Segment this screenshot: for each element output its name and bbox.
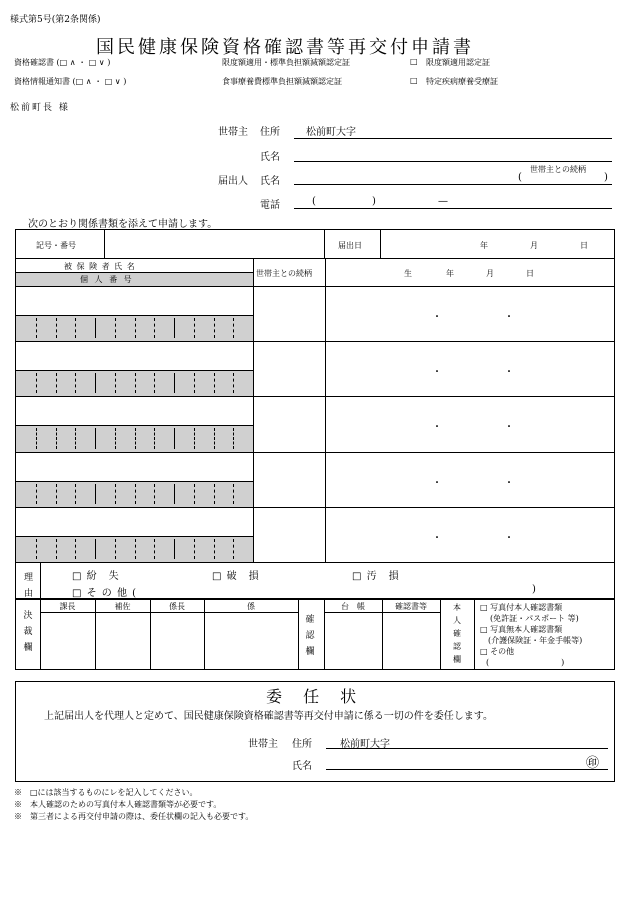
personal-number-header: 個 人 番 号 [80, 275, 134, 284]
note: ※ 本人確認のための写真付本人確認書類等が必要です。 [14, 800, 222, 809]
birthdate-input[interactable] [326, 507, 614, 562]
insured-name-input[interactable] [16, 507, 253, 536]
delegation-name-input[interactable] [326, 769, 608, 770]
relation-input[interactable] [254, 452, 325, 507]
insured-name-input[interactable] [16, 286, 253, 315]
householder-label: 世帯主 [218, 127, 248, 138]
filing-date-input[interactable] [381, 230, 613, 258]
identity-label: 本 人 確 認 欄 [453, 603, 461, 664]
filing-date-label: 届出日 [338, 241, 362, 250]
checkbox-icon[interactable]: □ [410, 76, 418, 85]
phone-input[interactable] [294, 208, 612, 209]
birthdate-input[interactable] [326, 341, 614, 396]
doc-type-option[interactable]: 限度額適用・標準負担額減額認定証 [222, 58, 350, 67]
doc-type-option[interactable]: 食事療養費標準負担額減額認定証 [222, 77, 342, 86]
relation-input[interactable] [254, 507, 325, 562]
reason-other-checkbox[interactable]: □ そ の 他 ( [72, 588, 138, 599]
reason-damaged-checkbox[interactable]: □ 破 損 [212, 571, 260, 582]
notifier-name-input[interactable] [294, 184, 612, 185]
insured-name-input[interactable] [16, 452, 253, 481]
note: ※ □には該当するものにレを記入してください。 [14, 788, 198, 797]
record-no-label: 記号・番号 [36, 241, 76, 250]
phone-label: 電話 [260, 200, 280, 211]
doc-type-option: 特定疾病療養受療証 [426, 77, 498, 86]
reason-lost-checkbox[interactable]: □ 紛 失 [72, 571, 120, 582]
doc-type-option: 限度額適用認定証 [426, 58, 490, 67]
intro-text: 次のとおり関係書類を添えて申請します。 [28, 219, 218, 230]
id-option-no-photo[interactable]: □ 写真無本人確認書類 [480, 625, 563, 634]
approval-label: 決 裁 欄 [23, 611, 33, 653]
insured-name-input[interactable] [16, 341, 253, 370]
seal-icon: ㊞ [586, 756, 600, 771]
relation-header: 世帯主との続柄 [256, 269, 312, 278]
note: ※ 第三者による再交付申請の際は、委任状欄の記入も必要です。 [14, 812, 254, 821]
name-label: 氏名 [260, 176, 280, 187]
form-number: 様式第5号(第2条関係) [10, 15, 101, 25]
relation-label: 世帯主との続柄 [530, 165, 586, 174]
birthdate-input[interactable] [326, 286, 614, 341]
doc-type-option[interactable]: 資格確認書 (□ ∧ ・ □ ∨ ) [14, 58, 111, 67]
doc-type-option[interactable]: 資格情報通知書 (□ ∧ ・ □ ∨ ) [14, 77, 127, 86]
delegation-title: 委 任 状 [266, 687, 365, 706]
insured-name-header: 被 保 険 者 氏 名 [64, 262, 136, 271]
birthdate-input[interactable] [326, 452, 614, 507]
insured-name-input[interactable] [16, 396, 253, 425]
page-title: 国民健康保険資格確認書等再交付申請書 [96, 37, 474, 58]
address-input[interactable]: 松前町大字 [306, 127, 356, 138]
address-label: 住所 [260, 127, 280, 138]
relation-input[interactable] [254, 341, 325, 396]
delegation-text: 上記届出人を代理人と定めて、国民健康保険資格確認書等再交付申請に係る一切の件を委任します。 [44, 711, 493, 722]
householder-name-input[interactable] [294, 161, 612, 162]
checkbox-icon[interactable]: □ [410, 57, 418, 66]
record-no-input[interactable] [105, 230, 323, 258]
name-label: 氏名 [260, 152, 280, 163]
delegation-address-input[interactable]: 松前町大字 [340, 739, 390, 750]
notifier-label: 届出人 [218, 176, 248, 187]
id-option-photo[interactable]: □ 写真付本人確認書類 [480, 603, 563, 612]
id-option-other[interactable]: □ その他 [480, 647, 515, 656]
birthdate-input[interactable] [326, 396, 614, 452]
addressee: 松前町長 様 [10, 103, 70, 113]
reason-dirty-checkbox[interactable]: □ 汚 損 [352, 571, 400, 582]
confirm-label: 確 認 欄 [305, 615, 315, 657]
relation-input[interactable] [254, 396, 325, 452]
relation-input[interactable] [254, 286, 325, 341]
